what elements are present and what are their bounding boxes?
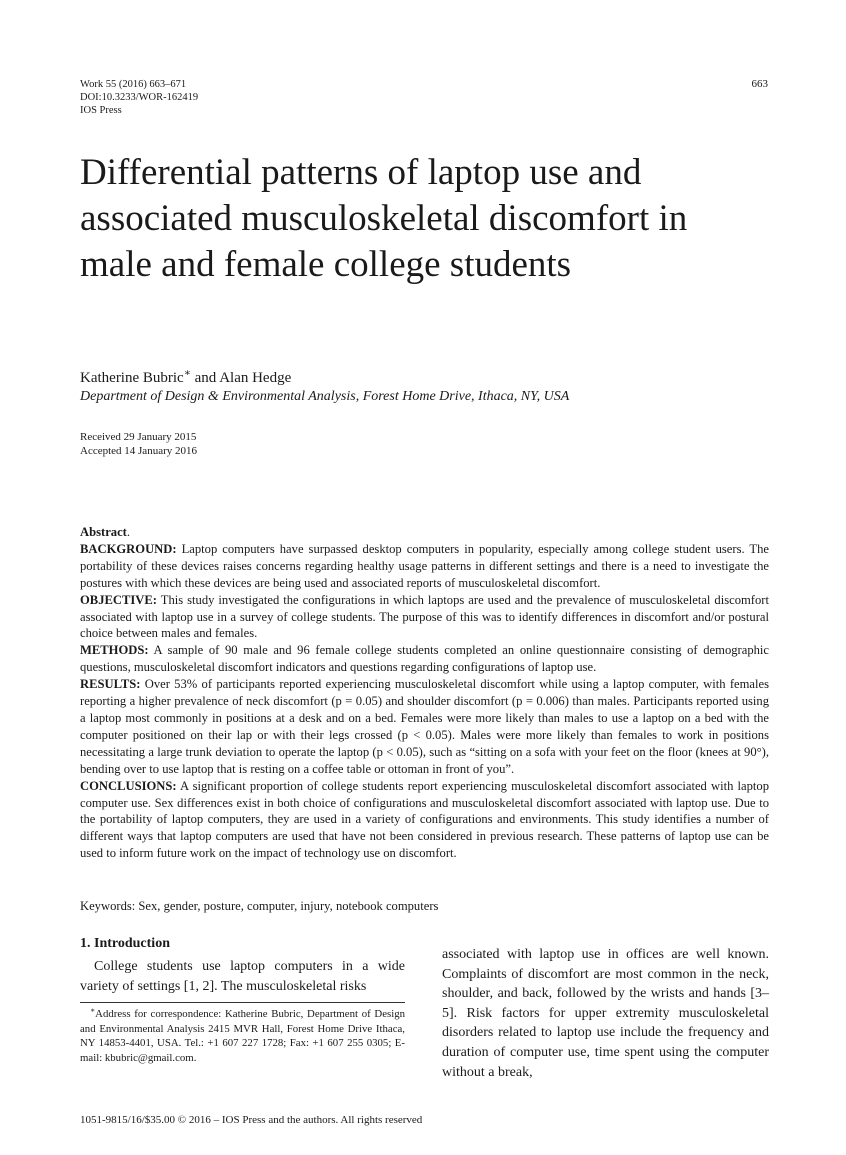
section-label: BACKGROUND: — [80, 541, 177, 556]
section-label: METHODS: — [80, 643, 149, 658]
copyright-footer: 1051-9815/16/$35.00 © 2016 – IOS Press and the authors. All rights reserved — [80, 1114, 423, 1126]
doi[interactable]: DOI:10.3233/WOR-162419 — [80, 92, 199, 103]
page-number: 663 — [751, 78, 768, 90]
introduction-paragraph: College students use laptop computers in a wide variety of settings [1, 2]. The musculoskeletal risks — [80, 959, 405, 994]
publisher: IOS Press — [80, 105, 122, 116]
footnote-divider — [80, 1002, 405, 1003]
author-name: Katherine Bubric — [80, 370, 184, 386]
abstract-heading: Abstract — [80, 525, 127, 539]
paper-title: Differential patterns of laptop use and associated musculoskeletal discomfort in male and female college students — [80, 152, 688, 285]
affiliation: Department of Design & Environmental Analysis, Forest Home Drive, Ithaca, NY, USA — [80, 389, 570, 404]
abstract-conclusions: CONCLUSIONS: A significant proportion of college students report experiencing musculoskeletal discomfort associated with laptop computer use. Sex differences exist in both choice of configurations and musculoskeletal discomfort associated with laptop use. Due to the portability of laptop computers, they are used in a variety of configurations and environments. This study identifies a number of different ways that laptop computers are used that have not been considered in previous research. These patterns of laptop use can be used to inform future work on the impact of technology use on discomfort. — [80, 778, 769, 861]
section-heading-introduction: 1. Introduction — [80, 936, 170, 951]
author-list — [80, 370, 291, 387]
section-label: OBJECTIVE: — [80, 592, 157, 607]
correspondence-marker: ∗ — [183, 368, 191, 379]
journal-citation: Work 55 (2016) 663–671 — [80, 79, 187, 90]
received-date: Received 29 January 2015 — [80, 431, 197, 443]
abstract-objective: OBJECTIVE: This study investigated the configurations in which laptops are used and the prevalence of musculoskeletal discomfort associated with laptop use in a survey of college students. The purpose of this was to identify differences in discomfort and/or postural choice between males and females. — [80, 592, 769, 641]
left-column — [80, 935, 405, 1065]
footnote-marker: ∗ — [90, 1005, 96, 1015]
section-label: CONCLUSIONS: — [80, 778, 177, 793]
accepted-date: Accepted 14 January 2016 — [80, 445, 197, 457]
section-label: RESULTS: — [80, 677, 141, 692]
correspondence-footnote: ∗Address for correspondence: Katherine Bubric, Department of Design and Environmental Analysis 2415 MVR Hall, Forest Home Drive Ithaca, NY 14853-4401, USA. Tel.: +1 607 227 1728; Fax: +1 607 255 0305; E-mail: kbubric@gmail.com. — [80, 1005, 405, 1064]
keywords: Keywords: Sex, gender, posture, computer, injury, notebook computers — [80, 899, 439, 913]
abstract-methods: METHODS: A sample of 90 male and 96 female college students completed an online questionnaire consisting of demographic questions, musculoskeletal discomfort indicators and questions regarding configurations of laptop use. — [80, 643, 769, 675]
abstract-results: RESULTS: Over 53% of participants reported experiencing musculoskeletal discomfort while using a laptop computer, with females reporting a higher prevalence of neck discomfort (p = 0.05) and shoulder discomfort (p = 0.006) than males. Participants reported using a laptop most commonly in positions at a desk and on a bed. Females were more likely than males to use a laptop on a bed with the computer positioned on their lap or with their legs crossed (p < 0.05). Males were more likely than females to work in positions necessitating a large trunk deviation to operate the laptop (p < 0.05), such as “sitting on a sofa with your feet on the floor (knees at 90°), bending over to use laptop that is resting on a coffee table or ottoman in front of you”. — [80, 677, 769, 776]
abstract-background: BACKGROUND: Laptop computers have surpassed desktop computers in popularity, especially among college student users. The portability of these devices raises concerns regarding healthy usage patterns in different settings and there is a need to investigate the postures with which these devices are being used and associated reports of musculoskeletal discomfort. — [80, 541, 769, 590]
dates — [80, 430, 197, 458]
journal-header — [80, 78, 198, 117]
author-name: and Alan Hedge — [190, 370, 292, 386]
right-column-text: associated with laptop use in offices are well known. Complaints of discomfort are most common in the neck, shoulder, and back, followed by the wrists and hands [3–5]. Risk factors for upper extremity musculoskeletal disorders related to laptop use include the frequency and duration of computer use, time spent using the computer without a break, — [442, 947, 769, 1080]
abstract: Abstract. BACKGROUND: Laptop computers have surpassed desktop computers in popularity, especially among college student users. The portability of these devices raises concerns regarding healthy usage patterns in different settings and there is a need to investigate the postures with which these devices are being used and associated reports of musculoskeletal discomfort. OBJECTIVE: This study investigated the configurations in which laptops are used and the prevalence of musculoskeletal discomfort associated with laptop use in a survey of college students. The purpose of this was to identify differences in discomfort and/or postural choice between males and females. METHODS: A sample of 90 male and 96 female college students completed an online questionnaire consisting of demographic questions, musculoskeletal discomfort indicators and questions regarding configurations of laptop use. RESULTS: Over 53% of participants reported experiencing musculoskeletal discomfort while using a laptop computer, with females reporting a higher prevalence of neck discomfort (p = 0.05) and shoulder discomfort (p = 0.006) than males. Participants reported using a laptop most commonly in positions at a desk and on a bed. Females were more likely than males to use a laptop on a bed with the computer positioned on their lap or with their legs crossed (p < 0.05). Males were more likely than females to work in positions necessitating a large trunk deviation to operate the laptop (p < 0.05), such as “sitting on a sofa with your feet on the floor (knees at 90°), bending over to use laptop that is resting on a coffee table or ottoman in front of you”. CONCLUSIONS: A significant proportion of college students report experiencing musculoskeletal discomfort associated with laptop computer use. Sex differences exist in both choice of configurations and musculoskeletal discomfort associated with laptop use. Due to the portability of laptop computers, they are used in a variety of configurations and environments. This study identifies a number of different ways that laptop computers are used that have not been considered in previous research. These patterns of laptop use can be used to inform future work on the impact of technology use on discomfort. — [80, 525, 769, 861]
